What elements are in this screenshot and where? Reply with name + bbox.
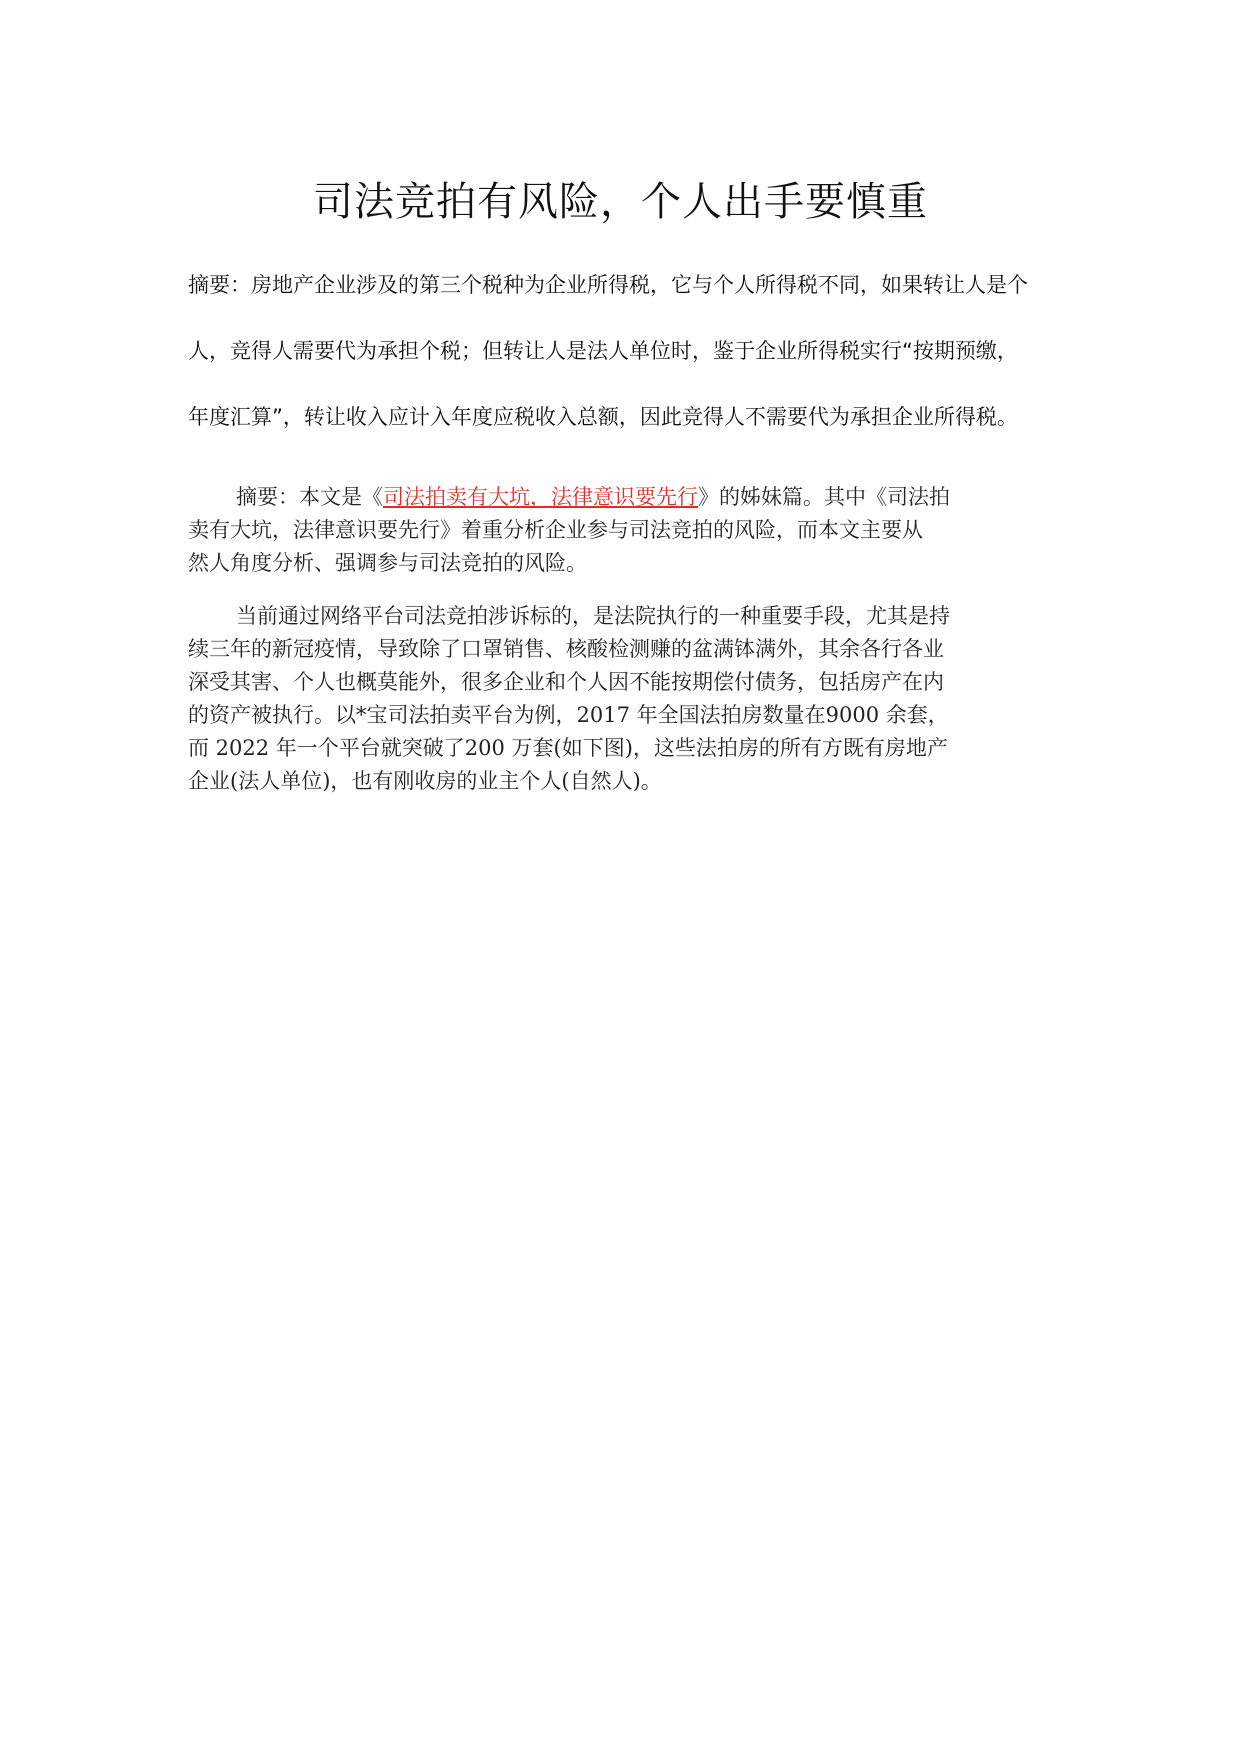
body-paragraph: [188, 600, 1060, 798]
body-line: 深受其害、个人也概莫能外，很多企业和个人因不能按期偿付债务，包括房产在内: [188, 670, 944, 694]
body-line: 的资产被执行。以*宝司法拍卖平台为例，2017 年全国法拍房数量在9000 余套，: [188, 703, 949, 727]
summary-line: 年度汇算”，转让收入应计入年度应税收入总额，因此竞得人不需要代为承担企业所得税。: [188, 405, 1018, 429]
body-line: 当前通过网络平台司法竞拍涉诉标的，是法院执行的一种重要手段，尤其是持: [236, 604, 950, 628]
abstract-line: 然人角度分析、强调参与司法竞拍的风险。: [188, 551, 587, 575]
sister-article-link[interactable]: 司法拍卖有大坑，法律意识要先行: [383, 485, 698, 509]
body-line: 而 2022 年一个平台就突破了200 万套(如下图)，这些法拍房的所有方既有房地产: [188, 736, 948, 760]
abstract-line: [188, 481, 1060, 514]
body-line: 续三年的新冠疫情，导致除了口罩销售、核酸检测赚的盆满钵满外，其余各行各业: [188, 637, 944, 661]
abstract-prefix: 摘要：本文是《: [236, 485, 383, 509]
summary-line: 摘要：房地产企业涉及的第三个税种为企业所得税，它与个人所得税不同，如果转让人是个: [188, 273, 1028, 297]
body-line: 企业(法人单位)，也有刚收房的业主个人(自然人)。: [188, 769, 662, 793]
document-title: 司法竞拍有风险，个人出手要慎重: [313, 179, 928, 225]
abstract-paragraph: [188, 481, 1060, 580]
abstract-suffix: 》的姊妹篇。其中《司法拍: [698, 485, 950, 509]
summary-block: [188, 252, 1068, 450]
abstract-line: 卖有大坑，法律意识要先行》着重分析企业参与司法竞拍的风险，而本文主要从: [188, 518, 923, 542]
summary-line: 人，竞得人需要代为承担个税；但转让人是法人单位时，鉴于企业所得税实行“按期预缴，: [188, 339, 1018, 363]
